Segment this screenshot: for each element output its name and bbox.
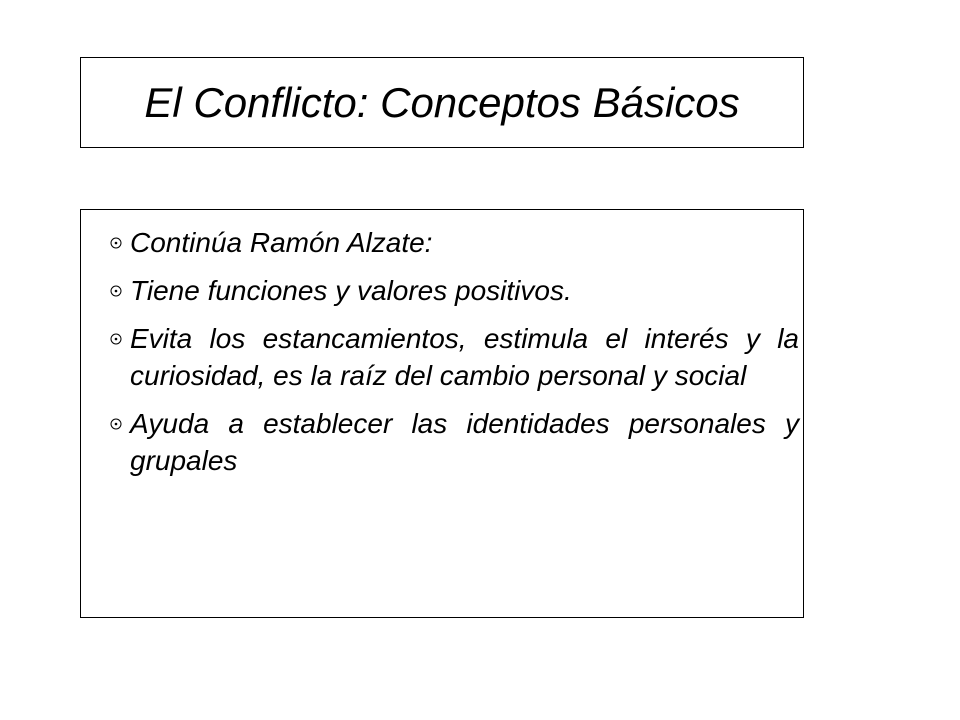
bullet-text: Tiene funciones y valores positivos. (130, 275, 572, 306)
content-box (80, 209, 804, 618)
title-box (80, 57, 804, 148)
circled-dot-icon (109, 320, 123, 357)
circled-dot-icon (109, 272, 123, 309)
bullet-text: Continúa Ramón Alzate: (130, 227, 433, 258)
bullet-item (109, 272, 799, 309)
bullet-text: Ayuda a establecer las identidades personales y grupales (130, 408, 799, 476)
bullet-item (109, 405, 799, 479)
bullet-item (109, 224, 799, 261)
bullet-item (109, 320, 799, 394)
circled-dot-icon (109, 405, 123, 442)
slide-title: El Conflicto: Conceptos Básicos (144, 78, 740, 126)
bullet-list (109, 224, 799, 490)
circled-dot-icon (109, 224, 123, 261)
bullet-text: Evita los estancamientos, estimula el interés y la curiosidad, es la raíz del cambio personal y social (130, 323, 799, 391)
